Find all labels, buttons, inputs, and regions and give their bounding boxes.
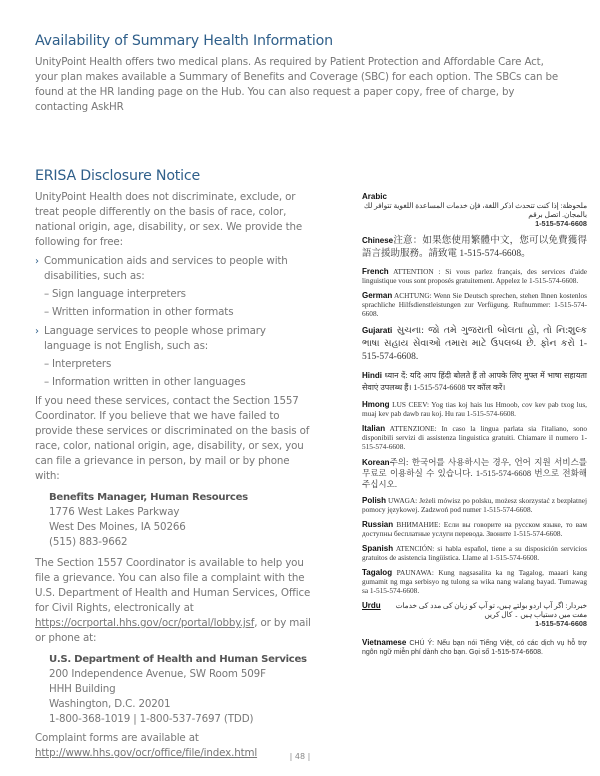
language-german: German ACHTUNG: Wenn Sie Deutsch sprechen, stehen Ihnen kostenlos sprachliche Hilfsdienstleistungen zur Verfügung. Rufnummer: 1-515-574-6608. [362, 291, 587, 318]
address-name: Benefits Manager, Human Resources [49, 492, 248, 503]
dash-icon: – [44, 306, 49, 318]
contact-text: If you need these services, contact the Section 1557 Coordinator. If you believe that we have failed to provide these services or discriminated on the basis of race, color, national origin, age, disability, or sex, you can file a grievance in person, by mail or by phone with: [35, 395, 310, 482]
subitem-other-languages: – Information written in other languages [44, 376, 246, 388]
erisa-heading: ERISA Disclosure Notice [35, 168, 201, 184]
language-gujarati: Gujarati સુચના: જો તમે ગુજરાતી બોલતા હો, તો નિ:શુલ્ક ભાષા સહાય સેવાઓ તમારા માટે ઉપલબ્ધ છે. ફોન કરો 1-515-574-6608. [362, 326, 587, 362]
language-arabic: Arabic ملحوظة: إذا كنت تتحدث اذكر اللغة، فإن خدمات المساعدة اللغوية تتوافر لك بالمجان. اتصل برقم 1-515-574-6608 [362, 192, 587, 228]
subitem-sign-language: – Sign language interpreters [44, 288, 186, 300]
language-hmong: Hmong LUS CEEV: Yog tias koj hais lus Hmoob, cov kev pab txog lus, muaj kev pab dawb rau koj. Hu rau 1-515-574-6608. [362, 400, 588, 418]
complaint-text: The Section 1557 Coordinator is available to help you file a grievance. You can also file a complaint with the U.S. Department of Health and Human Services, Office for Civil Rights, electronically at https://ocrportal.hhs.gov/ocr/portal/lobby.jsf, or by mail or phone at: [35, 557, 311, 644]
language-urdu: Urdu خبردار: اگر آپ اردو بولتے ہیں، تو آپ کو زبان کی مدد کی خدمات مفت میں دستیاب ہیں ۔ کال کریں 1-515-574-6608 [362, 601, 587, 628]
bullet-label: Language services to people whose primary language is not English, such as: [44, 325, 266, 352]
bullet-language-services [35, 324, 315, 354]
dash-icon: – [44, 288, 49, 300]
language-polish: Polish UWAGA: Jeżeli mówisz po polsku, możesz skorzystać z bezpłatnej pomocy językowej. Zadzwoń pod numer 1-515-574-6608. [362, 496, 587, 514]
ocr-portal-link[interactable]: https://ocrportal.hhs.gov/ocr/portal/lobby.jsf [35, 617, 255, 629]
language-french: French ATTENTION : Si vous parlez français, des services d'aide linguistique vous sont proposés gratuitement. Appelez le 1-515-574-6608. [362, 267, 587, 285]
language-russian: Russian ВНИМАНИЕ: Если вы говорите на русском языке, то вам доступны бесплатные услуги перевода. Звоните 1-515-574-6608. [362, 520, 587, 538]
coordinator-address: Benefits Manager, Human Resources 1776 West Lakes Parkway West Des Moines, IA 50266 (515) 883-9662 [35, 490, 315, 550]
hhs-forms-link[interactable]: http://www.hhs.gov/ocr/office/file/index.html [35, 747, 258, 759]
erisa-left-column [35, 190, 315, 761]
bullet-communication-aids [35, 254, 315, 284]
hhs-phone: 1-800-368-1019 | 1-800-537-7697 (TDD) [49, 713, 254, 725]
availability-heading: Availability of Summary Health Information [35, 33, 333, 49]
language-vietnamese: Vietnamese CHÚ Ý: Nếu bạn nói Tiếng Việt, có các dịch vụ hỗ trợ ngôn ngữ miễn phí dành cho bạn. Gọi số 1-515-574-6608. [362, 638, 588, 656]
dash-icon: – [44, 376, 49, 388]
dash-icon: – [44, 358, 49, 370]
language-tagalog: Tagalog PAUNAWA: Kung nagsasalita ka ng Tagalog, maaari kang gumamit ng mga serbisyo ng tulong sa wika nang walang bayad. Tumawag sa 1-515-574-6608. [362, 568, 587, 595]
chevron-right-icon: › [35, 256, 39, 267]
coordinator-phone: (515) 883-9662 [49, 536, 128, 548]
language-spanish: Spanish ATENCIÓN: si habla español, tiene a su disposición servicios gratuitos de asistencia lingüística. Llame al 1-515-574-6608. [362, 544, 587, 562]
page-number: | 48 | [289, 752, 311, 761]
language-hindi: Hindi ध्यान दें: यदि आप हिंदी बोलते हैं तो आपके लिए मुफ्त में भाषा सहायता सेवाएं उपलब्ध हैं। 1-515-574-6608 पर कॉल करें। [362, 371, 588, 392]
language-chinese: Chinese注意：如果您使用繁體中文，您可以免費獲得語言援助服務。請致電 1-515-574-6608。 [362, 236, 587, 259]
address-name: U.S. Department of Health and Human Services [49, 654, 307, 665]
subitem-interpreters: – Interpreters [44, 358, 112, 370]
language-assistance-column [362, 192, 587, 663]
bullet-label: Communication aids and services to people with disabilities, such as: [44, 255, 288, 282]
subitem-written-info: – Written information in other formats [44, 306, 234, 318]
language-korean: Korean주의: 한국어를 사용하시는 경우, 언어 지원 서비스를 무료로 이용하실 수 있습니다. 1-515-574-6608 번으로 전화해 주십시오. [362, 457, 587, 489]
chevron-right-icon: › [35, 326, 39, 337]
language-italian: Italian ATTENZIONE: In caso la lingua parlata sia l'italiano, sono disponibili servizi di assistenza linguistica gratuiti. Chiamare il numero 1-515-574-6608. [362, 424, 587, 451]
erisa-intro: UnityPoint Health does not discriminate, exclude, or treat people differently on the basis of race, color, national origin, age, disability, or sex. We provide the following for free: [35, 191, 303, 248]
forms-text: Complaint forms are available at http://www.hhs.gov/ocr/office/file/index.html [35, 732, 258, 759]
availability-body: UnityPoint Health offers two medical plans. As required by Patient Protection and Affordable Care Act, your plan makes available a Summary of Benefits and Coverage (SBC) for each option. The SBCs can be found at the HR landing page on the Hub. You can also request a paper copy, free of charge, by contacting AskHR [35, 56, 559, 113]
hhs-address: U.S. Department of Health and Human Services 200 Independence Avenue, SW Room 509F HHH Building Washington, D.C. 20201 1-800-368-1019 | 1-800-537-7697 (TDD) [35, 652, 315, 727]
